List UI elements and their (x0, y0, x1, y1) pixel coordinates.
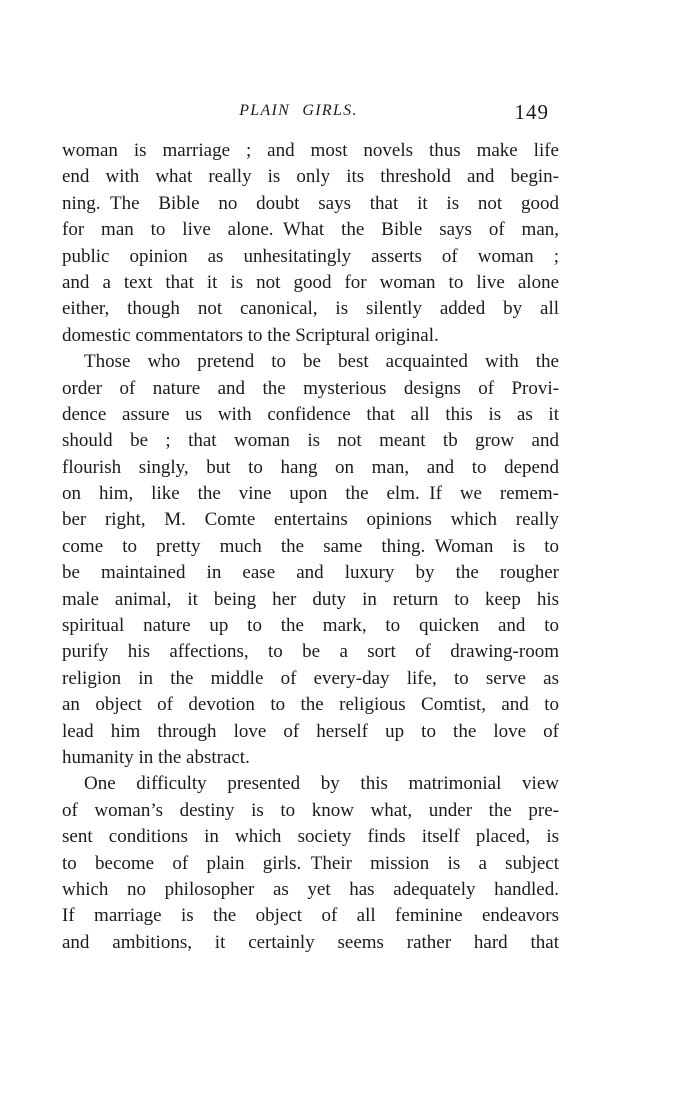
text-line: purify his affections, to be a sort of drawing-room (62, 641, 559, 663)
text-line: One difficulty presented by this matrimonial view (84, 773, 559, 795)
text-line: humanity in the abstract. (62, 746, 250, 768)
text-line: male animal, it being her duty in return to keep his (62, 588, 559, 610)
paragraph (62, 771, 559, 956)
text-line: dence assure us with confidence that all this is as it (62, 403, 559, 425)
text-line: ning. The Bible no doubt says that it is not good (62, 192, 559, 214)
text-line: sent conditions in which society finds itself placed, is (62, 826, 559, 848)
text-line: If marriage is the object of all feminine endeavors (62, 905, 559, 927)
text-line: of woman’s destiny is to know what, under the pre- (62, 799, 559, 821)
text-line: for man to live alone. What the Bible says of man, (62, 219, 559, 241)
text-line: flourish singly, but to hang on man, and to depend (62, 456, 559, 478)
text-line: and ambitions, it certainly seems rather hard that (62, 931, 559, 953)
text-line: be maintained in ease and luxury by the rougher (62, 562, 559, 584)
text-line: ber right, M. Comte entertains opinions which really (62, 509, 559, 531)
text-line: to become of plain girls. Their mission is a subject (62, 852, 559, 874)
text-line: which no philosopher as yet has adequately handled. (62, 878, 559, 900)
paragraph (62, 138, 559, 349)
page-number: 149 (514, 100, 549, 124)
text-line: come to pretty much the same thing. Woman is to (62, 535, 559, 557)
text-line: domestic commentators to the Scriptural original. (62, 324, 439, 346)
text-line: lead him through love of herself up to the love of (62, 720, 559, 742)
text-line: and a text that it is not good for woman to live alone (62, 271, 559, 293)
text-line: should be ; that woman is not meant tb grow and (62, 430, 559, 452)
paragraph (62, 349, 559, 771)
text-line: on him, like the vine upon the elm. If we remem- (62, 483, 559, 505)
text-line: either, though not canonical, is silently added by all (62, 298, 559, 320)
text-line: order of nature and the mysterious designs of Provi- (62, 377, 559, 399)
text-line: Those who pretend to be best acquainted with the (84, 351, 559, 373)
page-header (62, 100, 559, 124)
page-body (62, 138, 559, 956)
text-line: end with what really is only its threshold and begin- (62, 166, 559, 188)
text-line: an object of devotion to the religious Comtist, and to (62, 694, 559, 716)
text-line: spiritual nature up to the mark, to quicken and to (62, 615, 559, 637)
text-line: religion in the middle of every-day life, to serve as (62, 667, 559, 689)
text-line: public opinion as unhesitatingly asserts of woman ; (62, 245, 559, 267)
text-line: woman is marriage ; and most novels thus make life (62, 140, 559, 161)
running-title: PLAIN GIRLS. (239, 102, 358, 119)
